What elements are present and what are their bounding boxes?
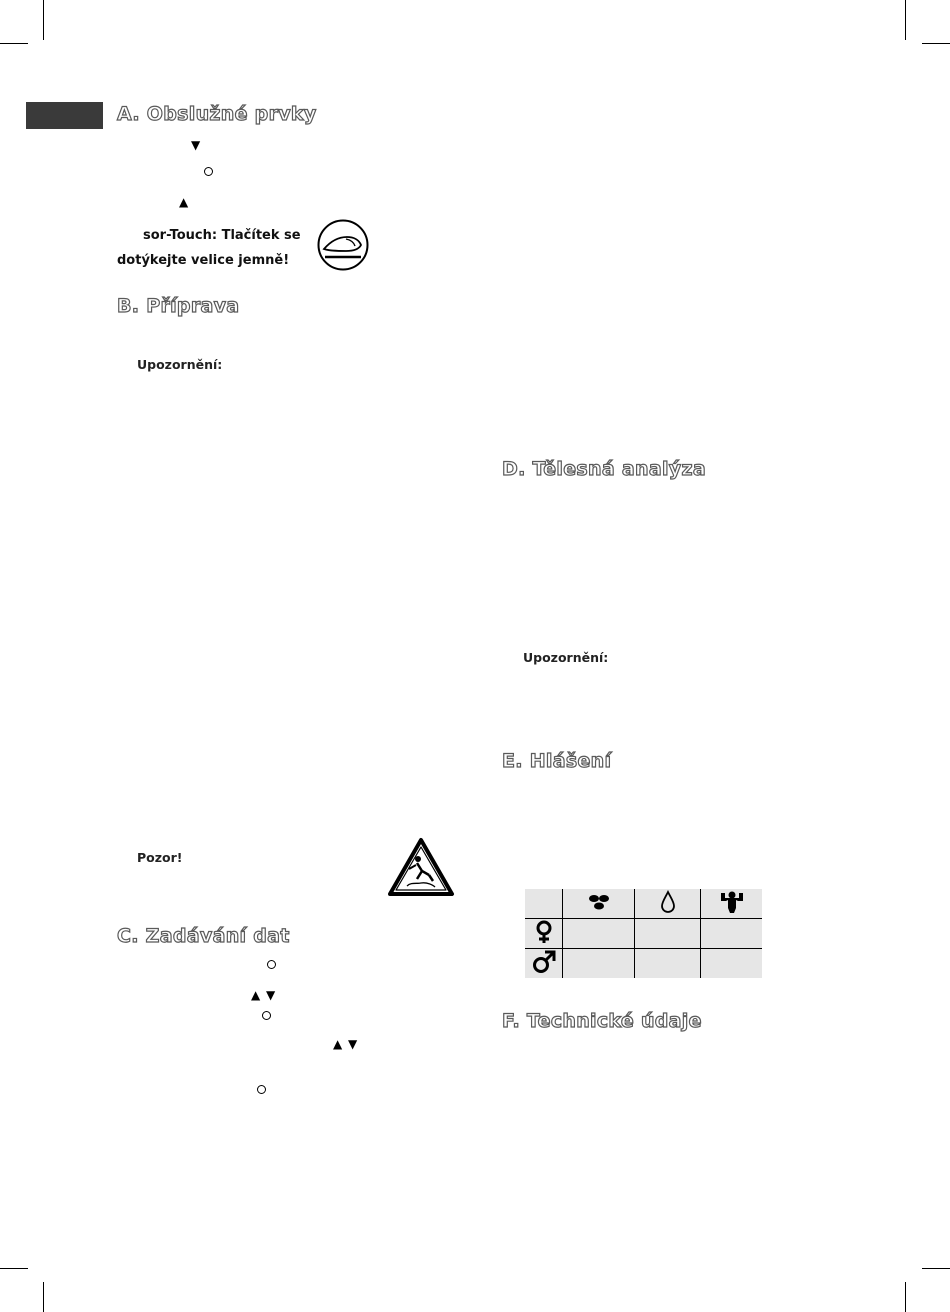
up-arrow-icon: ▲ <box>179 195 189 209</box>
section-b-note-label: Upozornění: <box>137 357 223 372</box>
table-header-cell <box>635 889 701 919</box>
crop-mark-br-v <box>905 1282 906 1312</box>
section-a-title: A. Obslužné prvky <box>117 103 317 125</box>
table-corner-cell <box>525 889 563 919</box>
up-arrow-icon: ▲ <box>251 988 261 1002</box>
table-cell <box>635 949 701 979</box>
set-button-icon <box>267 960 276 969</box>
table-row-label-cell <box>525 919 563 949</box>
crop-mark-tl-h <box>0 43 28 44</box>
table-row-label-cell <box>525 949 563 979</box>
crop-mark-tl-v <box>43 0 44 40</box>
table-header-row <box>525 889 762 919</box>
down-arrow-icon: ▼ <box>266 988 276 1002</box>
fat-icon <box>586 894 612 910</box>
table-cell <box>563 949 635 979</box>
down-arrow-icon: ▼ <box>348 1037 358 1051</box>
crop-mark-bl-v <box>43 1282 44 1312</box>
set-button-icon <box>257 1085 266 1094</box>
table-cell <box>701 949 763 979</box>
down-arrow-icon: ▼ <box>191 138 201 152</box>
touch-finger-icon <box>316 218 370 272</box>
muscle-icon <box>718 890 746 914</box>
table-cell <box>635 919 701 949</box>
table-header-cell <box>701 889 763 919</box>
table-cell <box>563 919 635 949</box>
section-f-title: F. Technické údaje <box>502 1010 702 1032</box>
slip-warning-icon <box>387 837 455 897</box>
touch-note-line2: dotýkejte velice jemně! <box>117 253 290 268</box>
table-cell <box>701 919 763 949</box>
table-row <box>525 949 762 979</box>
touch-note-line1: sor-Touch: Tlačítek se <box>143 228 301 243</box>
section-d-title: D. Tělesná analýza <box>502 458 706 480</box>
section-b-title: B. Příprava <box>117 295 240 317</box>
crop-mark-tr-h <box>922 43 950 44</box>
water-icon <box>660 890 676 914</box>
female-symbol-icon <box>535 920 553 944</box>
table-row <box>525 919 762 949</box>
table-header-cell <box>563 889 635 919</box>
section-d-note-label: Upozornění: <box>523 650 609 665</box>
set-button-icon <box>262 1011 271 1020</box>
section-c-title: C. Zadávání dat <box>117 925 290 947</box>
male-symbol-icon <box>531 950 557 974</box>
crop-mark-br-h <box>922 1268 950 1269</box>
body-analysis-table <box>525 889 762 978</box>
section-b-warning-label: Pozor! <box>137 850 183 865</box>
crop-mark-bl-h <box>0 1268 28 1269</box>
set-button-icon <box>204 167 213 176</box>
language-tab <box>26 102 103 129</box>
section-e-title: E. Hlášení <box>502 750 612 772</box>
up-arrow-icon: ▲ <box>333 1037 343 1051</box>
crop-mark-tr-v <box>905 0 906 40</box>
